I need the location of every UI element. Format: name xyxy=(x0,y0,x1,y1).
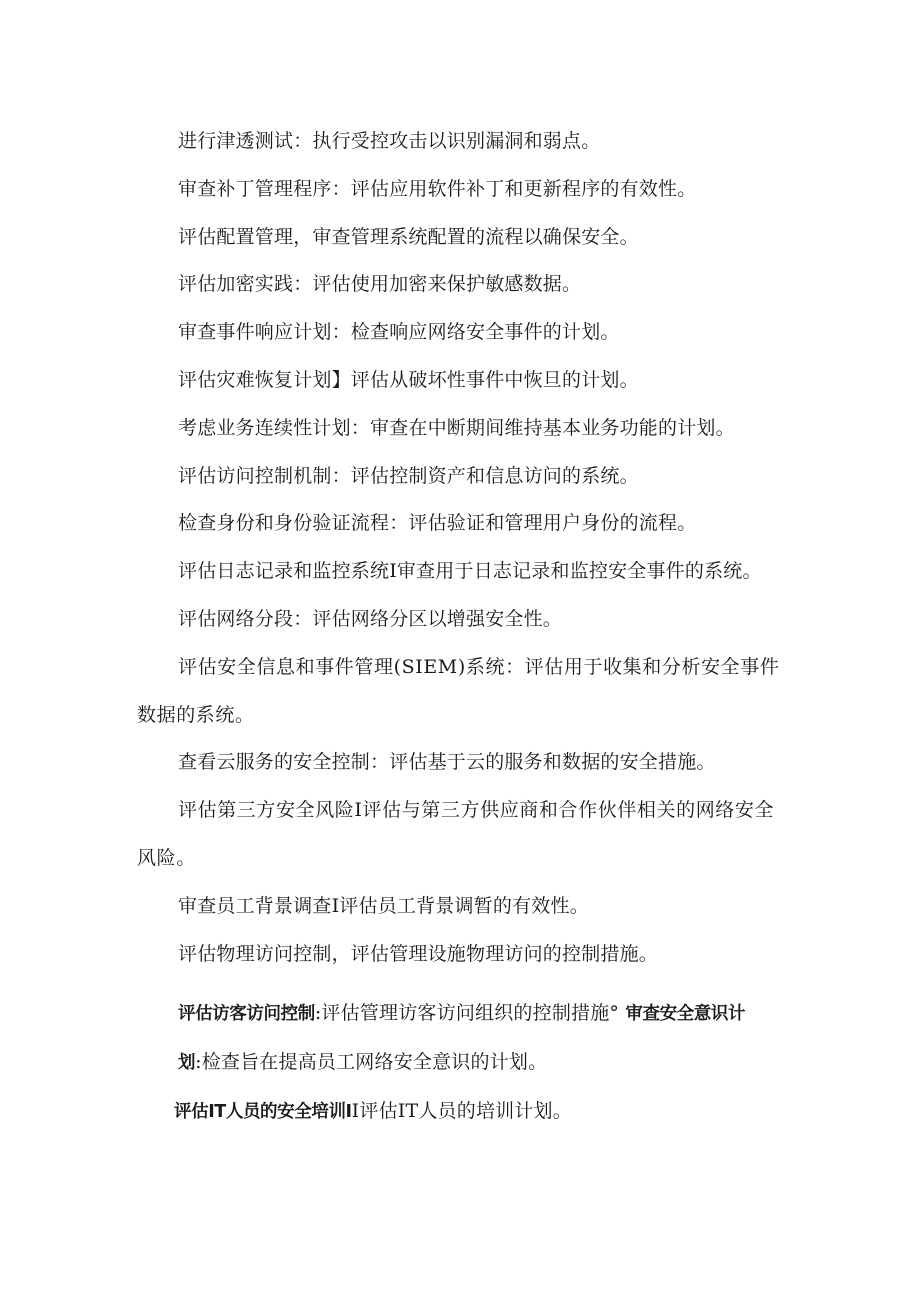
paragraph-security-awareness-continued xyxy=(137,1039,792,1088)
paragraph-encryption-practice: 评估加密实践：评估使用加密来保护敏感数据。 xyxy=(178,273,582,296)
paragraph-siem: 评估安全信息和事件管理(SIEM)系统：评估用于收集和分析安全事件数据的系统。 xyxy=(137,655,780,726)
paragraph-incident-response: 审查事件响应计划：检查响应网络安全事件的计划。 xyxy=(178,321,620,344)
paragraph-disaster-recovery: 评估灾难恢复计划】评估从破坏性事件中恢旦的计划。 xyxy=(178,368,639,391)
visitor-access-heading: 评估访客访问控制 xyxy=(178,1004,315,1025)
paragraph-identity-authentication: 检查身份和身份验证流程：评估验证和管理用户身份的流程。 xyxy=(178,512,697,535)
paragraph-physical-access: 评估物理访问控制，评估管理设施物理访问的控制措施。 xyxy=(178,942,659,965)
paragraph-cloud-security: 查看云服务的安全控制：评估基于云的服务和数据的安全措施。 xyxy=(178,751,716,774)
document-body xyxy=(137,118,792,1137)
paragraph-logging-monitoring: 评估日志记录和监控系统I审查用于日志记录和监控安全事件的系统。 xyxy=(178,560,762,583)
paragraph-it-staff-training xyxy=(137,1088,792,1137)
paragraph-business-continuity: 考虑业务连续性计划：审查在中断期间维持基本业务功能的计划。 xyxy=(178,416,735,439)
spacer xyxy=(137,978,792,990)
paragraph-visitor-access-control xyxy=(137,990,792,1039)
visitor-access-text: :评估管理访客访问组织的控制措施° xyxy=(314,1002,620,1025)
security-awareness-heading: 审查安全意识计 xyxy=(625,1004,746,1025)
security-awareness-heading-end: 划 xyxy=(178,1053,196,1074)
it-training-heading: 评估IT人员的安全培训I xyxy=(174,1101,352,1122)
paragraph-background-check: 审查员工背景调查I评估员工背景调暂的有效性。 xyxy=(178,894,589,917)
security-awareness-text: :检查旨在提高员工网络安全意识的计划。 xyxy=(195,1051,548,1074)
paragraph-penetration-testing: 进行津透测试：执行受控攻击以识别漏洞和弱点。 xyxy=(178,130,601,152)
paragraph-access-control: 评估访问控制机制：评估控制资产和信息访问的系统。 xyxy=(178,464,639,487)
paragraph-third-party-risk: 评估第三方安全风险I评估与第三方供应商和合作伙伴相关的网络安全风险。 xyxy=(137,799,775,869)
paragraph-configuration-management: 评估配置管理，审查管理系统配置的流程以确保安全。 xyxy=(178,225,639,248)
paragraph-patch-management: 审查补丁管理程序：评估应用软件补丁和更新程序的有效性。 xyxy=(178,177,697,200)
it-training-text: I评估IT人员的培训计划。 xyxy=(351,1099,572,1122)
paragraph-network-segmentation: 评估网络分段：评估网络分区以增强安全性。 xyxy=(178,607,563,630)
